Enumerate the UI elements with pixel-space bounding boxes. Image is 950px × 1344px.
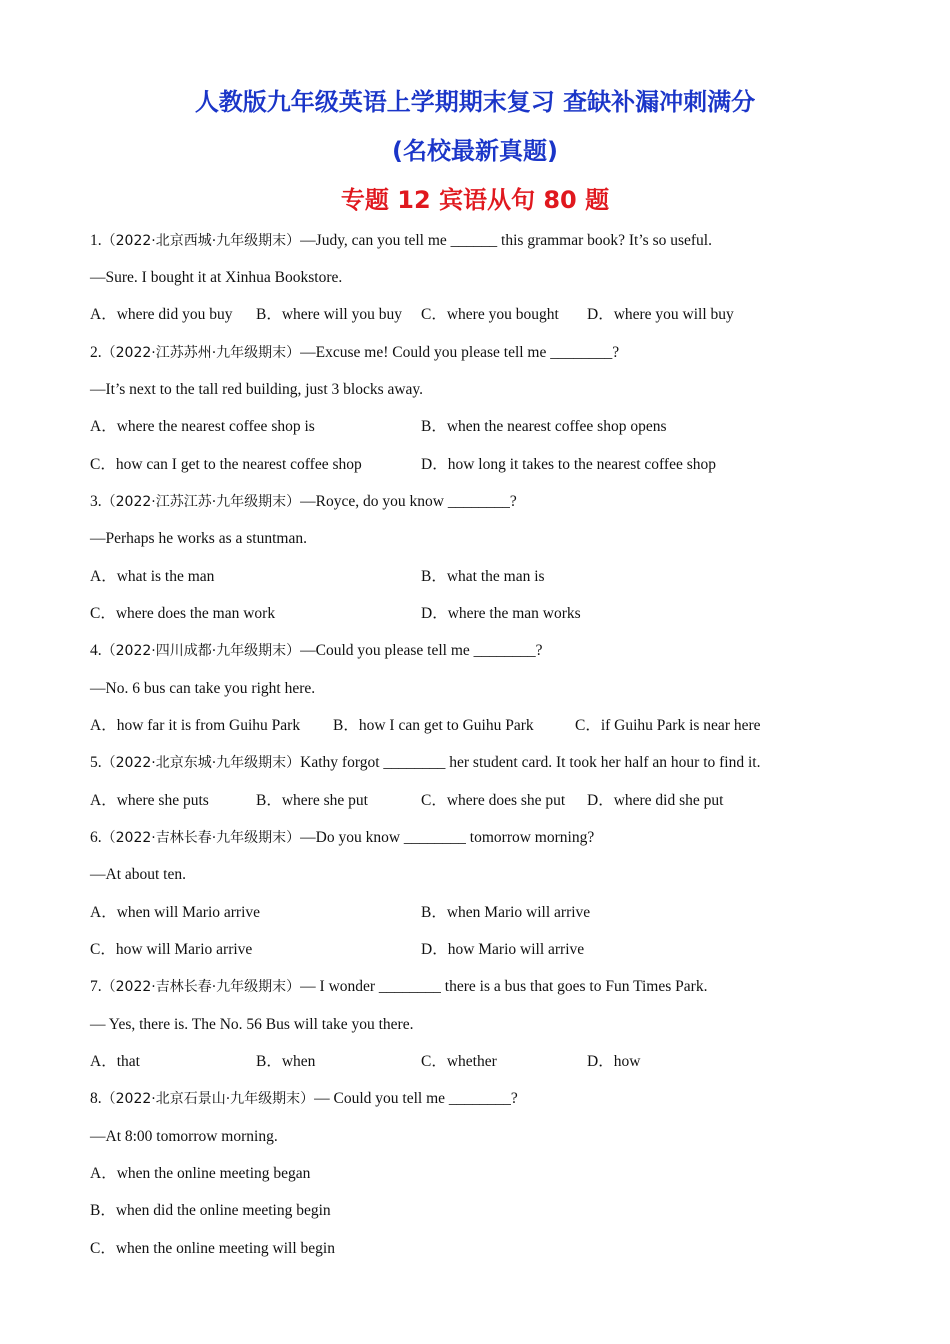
question-7-option-a[interactable]: A．that bbox=[90, 1053, 140, 1070]
question-1-reply: —Sure. I bought it at Xinhua Bookstore. bbox=[90, 269, 343, 286]
question-5-option-b[interactable]: B．where she put bbox=[256, 792, 368, 809]
question-7-option-c[interactable]: C．whether bbox=[421, 1053, 497, 1070]
question-1-stem: 1.（2022·北京西城·九年级期末）—Judy, can you tell me ______ this grammar book? It’s so useful. bbox=[90, 232, 712, 249]
question-1-option-d[interactable]: D．where you will buy bbox=[587, 306, 734, 323]
question-4-option-c[interactable]: C．if Guihu Park is near here bbox=[575, 717, 761, 734]
question-5-option-c[interactable]: C．where does she put bbox=[421, 792, 566, 809]
question-5-stem: 5.（2022·北京东城·九年级期末）Kathy forgot ________ her student card. It took her half an hour to find it. bbox=[90, 754, 761, 771]
question-4-option-a[interactable]: A．how far it is from Guihu Park bbox=[90, 717, 301, 734]
question-3-reply: —Perhaps he works as a stuntman. bbox=[90, 530, 307, 547]
question-8-stem: 8.（2022·北京石景山·九年级期末）— Could you tell me ________? bbox=[90, 1090, 518, 1107]
question-3-option-a[interactable]: A．what is the man bbox=[90, 568, 215, 585]
question-4-stem: 4.（2022·四川成都·九年级期末）—Could you please tell me ________? bbox=[90, 642, 543, 659]
question-6-option-a[interactable]: A．when will Mario arrive bbox=[90, 904, 261, 921]
question-6-option-b[interactable]: B．when Mario will arrive bbox=[421, 904, 591, 921]
question-2-stem: 2.（2022·江苏苏州·九年级期末）—Excuse me! Could you please tell me ________? bbox=[90, 344, 620, 361]
question-2-option-b[interactable]: B．when the nearest coffee shop opens bbox=[421, 418, 667, 435]
question-2-option-d[interactable]: D．how long it takes to the nearest coffee shop bbox=[421, 456, 716, 473]
question-3-option-d[interactable]: D．where the man works bbox=[421, 605, 581, 622]
question-3-stem: 3.（2022·江苏江苏·九年级期末）—Royce, do you know ________? bbox=[90, 493, 517, 510]
question-1-option-a[interactable]: A．where did you buy bbox=[90, 306, 233, 323]
question-6-reply: —At about ten. bbox=[90, 866, 186, 883]
question-4-option-b[interactable]: B．how I can get to Guihu Park bbox=[333, 717, 534, 734]
question-7-stem: 7.（2022·吉林长春·九年级期末）— I wonder ________ there is a bus that goes to Fun Times Park. bbox=[90, 978, 708, 995]
question-5-option-d[interactable]: D．where did she put bbox=[587, 792, 724, 809]
question-2-option-a[interactable]: A．where the nearest coffee shop is bbox=[90, 418, 315, 435]
question-5-option-a[interactable]: A．where she puts bbox=[90, 792, 209, 809]
question-8-option-b[interactable]: B．when did the online meeting begin bbox=[90, 1202, 331, 1219]
question-4-reply: —No. 6 bus can take you right here. bbox=[90, 680, 316, 697]
question-6-option-c[interactable]: C．how will Mario arrive bbox=[90, 941, 253, 958]
question-3-option-c[interactable]: C．where does the man work bbox=[90, 605, 276, 622]
question-2-reply: —It’s next to the tall red building, just 3 blocks away. bbox=[90, 381, 424, 398]
question-7-option-d[interactable]: D．how bbox=[587, 1053, 641, 1070]
question-6-stem: 6.（2022·吉林长春·九年级期末）—Do you know ________ tomorrow morning? bbox=[90, 829, 595, 846]
question-1-option-c[interactable]: C．where you bought bbox=[421, 306, 559, 323]
question-3-option-b[interactable]: B．what the man is bbox=[421, 568, 545, 585]
question-8-reply: —At 8:00 tomorrow morning. bbox=[90, 1128, 278, 1145]
question-7-option-b[interactable]: B．when bbox=[256, 1053, 316, 1070]
question-8-option-c[interactable]: C．when the online meeting will begin bbox=[90, 1240, 335, 1257]
topic-title: 专题 12 宾语从句 80 题 bbox=[340, 186, 610, 214]
question-2-option-c[interactable]: C．how can I get to the nearest coffee shop bbox=[90, 456, 362, 473]
question-1-option-b[interactable]: B．where will you buy bbox=[256, 306, 402, 323]
question-7-reply: — Yes, there is. The No. 56 Bus will take you there. bbox=[90, 1016, 414, 1033]
question-8-option-a[interactable]: A．when the online meeting began bbox=[90, 1165, 311, 1182]
page-title: 人教版九年级英语上学期期末复习 查缺补漏冲刺满分 bbox=[194, 88, 756, 116]
question-6-option-d[interactable]: D．how Mario will arrive bbox=[421, 941, 585, 958]
page-subtitle: (名校最新真题) bbox=[392, 137, 558, 165]
